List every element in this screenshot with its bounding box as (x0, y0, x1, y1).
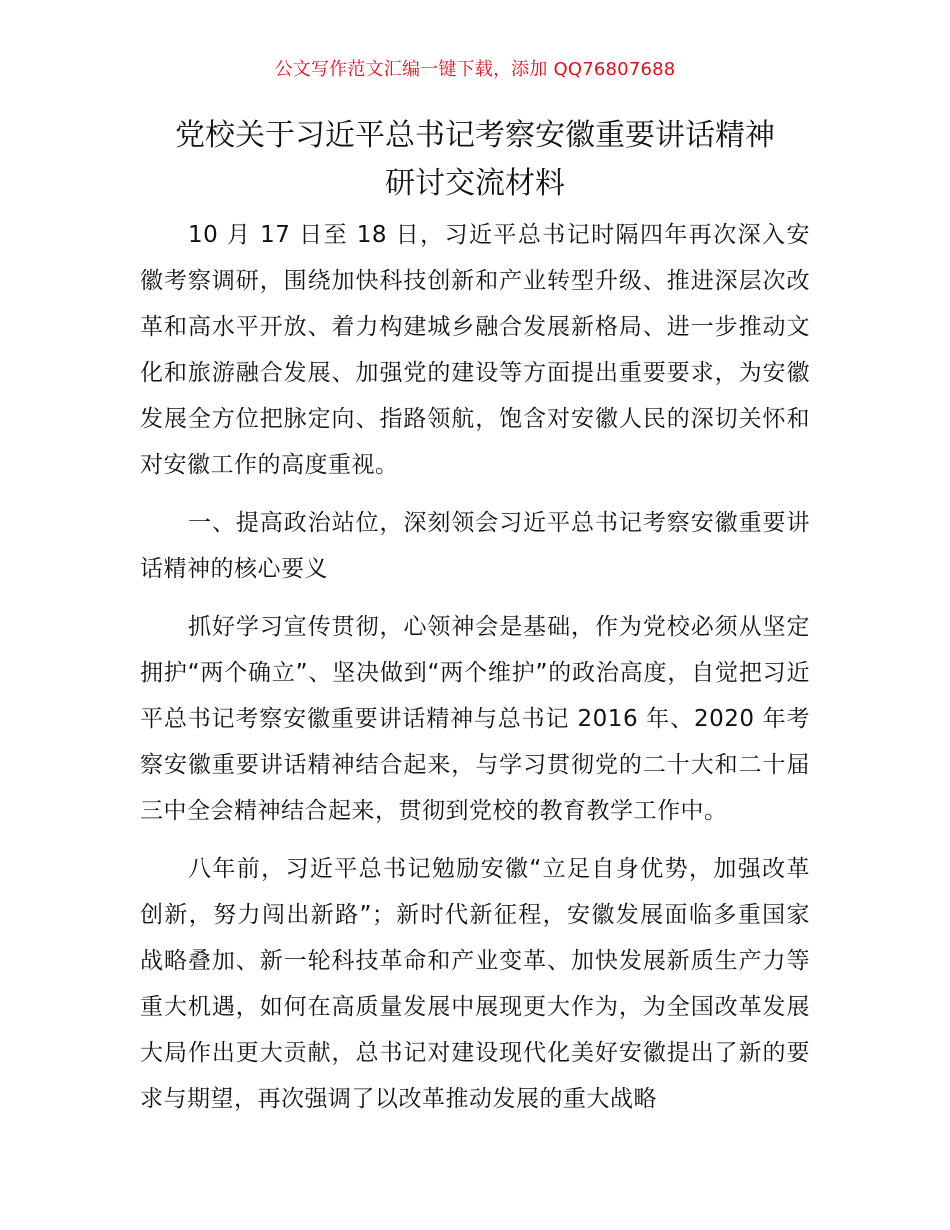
paragraph-study: 抓好学习宣传贯彻，心领神会是基础，作为党校必须从坚定拥护“两个确立”、坚决做到“两个维护”的政治高度，自觉把习近平总书记考察安徽重要讲话精神与总书记 2016 年、2020 年考察安徽重要讲话精神结合起来，与学习贯彻党的二十大和二十届三中全会精神结合起来，贯彻到党校的教育教学工作中。 (140, 614, 810, 824)
title-line-2: 研讨交流材料 (385, 166, 565, 201)
paragraph-intro: 10 月 17 日至 18 日，习近平总书记时隔四年再次深入安徽考察调研，围绕加快科技创新和产业转型升级、推进深层次改革和高水平开放、着力构建城乡融合发展新格局、进一步推动文化和旅游融合发展、加强党的建设等方面提出重要要求，为安徽发展全方位把脉定向、指路领航，饱含对安徽人民的深切关怀和对安徽工作的高度重视。 (140, 222, 810, 478)
download-notice: 公文写作范文汇编一键下载，添加 QQ76807688 (274, 59, 676, 80)
section-heading-1: 一、提高政治站位，深刻领会习近平总书记考察安徽重要讲话精神的核心要义 (140, 510, 810, 582)
title-line-1: 党校关于习近平总书记考察安徽重要讲话精神 (175, 118, 775, 153)
document-body (140, 212, 810, 1134)
document-title (120, 112, 830, 208)
paragraph-eight-years-ago: 八年前，习近平总书记勉励安徽“立足自身优势，加强改革创新，努力闯出新路”；新时代新征程，安徽发展面临多重国家战略叠加、新一轮科技革命和产业变革、加快发展新质生产力等重大机遇，如何在高质量发展中展现更大作为，为全国改革发展大局作出更大贡献，总书记对建设现代化美好安徽提出了新的要求与期望，再次强调了以改革推动发展的重大战略 (140, 856, 810, 1112)
